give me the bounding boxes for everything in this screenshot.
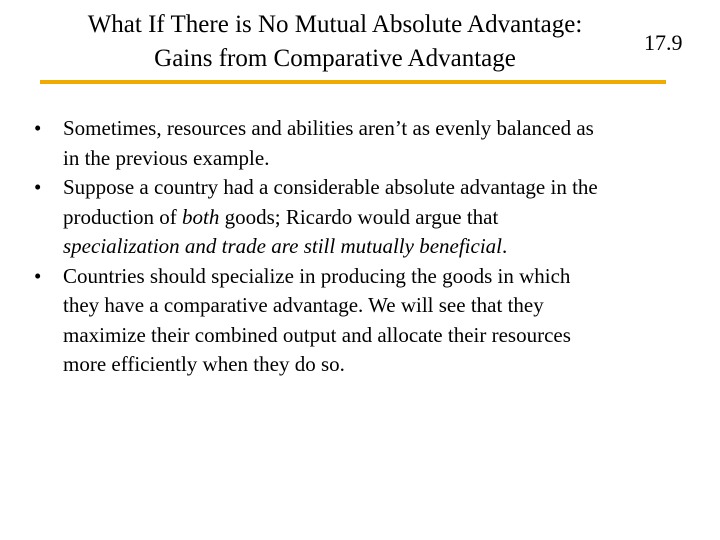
bullet-text-emphasis: specialization and trade are still mutually beneficial [63, 234, 503, 258]
bullet-list [34, 114, 714, 380]
slide-title [40, 8, 630, 76]
bullet-text-line: Countries should specialize in producing the goods in which [63, 263, 571, 288]
bullet-text-line: more efficiently when they do so. [63, 352, 345, 376]
bullet-item-resources-balance [34, 114, 714, 173]
bullet-icon: • [34, 175, 42, 199]
title-divider [40, 80, 666, 84]
slide-title-line-2: Gains from Comparative Advantage [154, 45, 516, 72]
bullet-text-line: Suppose a country had a considerable absolute advantage in the [63, 175, 598, 199]
bullet-text-line-mixed [63, 203, 714, 233]
bullet-text-line: maximize their combined output and allocate their resources [63, 322, 571, 347]
bullet-text-line: Sometimes, resources and abilities aren’t as evenly balanced as [63, 116, 594, 140]
bullet-text-line: in the previous example. [63, 145, 270, 170]
bullet-text-segment: goods; Ricardo would argue that [219, 204, 499, 229]
bullet-text-segment: . [502, 234, 508, 258]
bullet-text-line-mixed [63, 232, 714, 262]
bullet-text-emphasis: both [181, 204, 220, 229]
bullet-icon: • [34, 116, 42, 140]
bullet-icon: • [34, 263, 42, 288]
bullet-text-line: they have a comparative advantage. We will see that they [63, 293, 544, 317]
bullet-text-segment: production of [63, 204, 182, 229]
bullet-item-specialize [34, 262, 714, 380]
bullet-item-absolute-advantage [34, 173, 714, 262]
slide-number: 17.9 [644, 30, 683, 55]
slide-title-line-1: What If There is No Mutual Absolute Advantage: [87, 11, 583, 38]
